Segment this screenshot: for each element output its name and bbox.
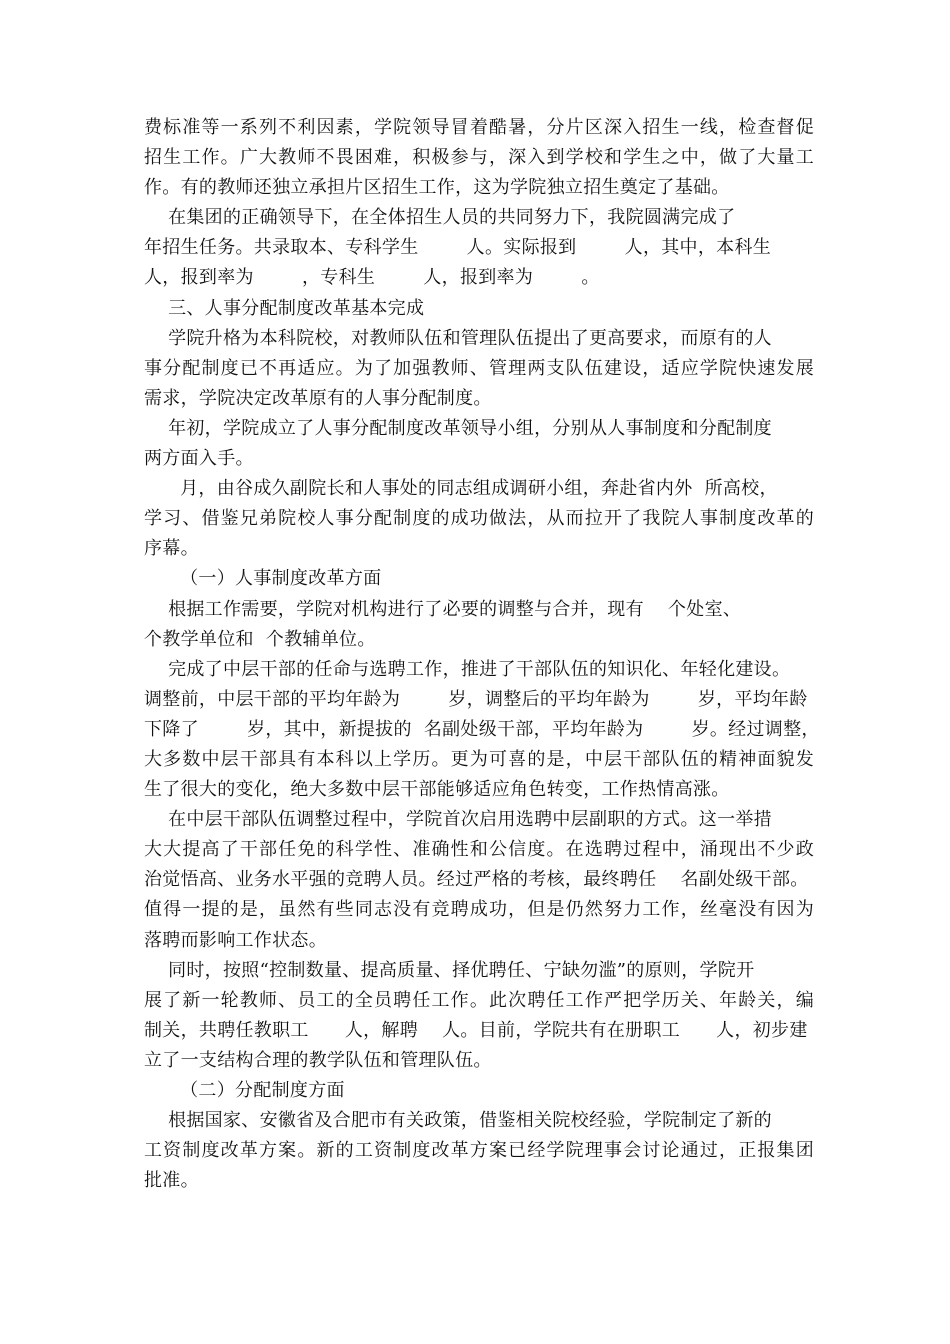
text-line: 立了一支结构合理的教学队伍和管理队伍。: [144, 1049, 492, 1071]
text-line: 两方面入手。: [144, 448, 254, 470]
text-line: 作。有的教师还独立承担片区招生工作，这为学院独立招生奠定了基础。: [144, 177, 730, 199]
text-line: 年招生任务。共录取本、专科学生 人。实际报到 人，其中，本科生: [144, 237, 772, 259]
text-line: 事分配制度已不再适应。为了加强教师、管理两支队伍建设，适应学院快速发展: [144, 357, 814, 379]
text-line: 大多数中层干部具有本科以上学历。更为可喜的是，中层干部队伍的精神面貌发: [144, 748, 814, 770]
text-line: 招生工作。广大教师不畏困难，积极参与，深入到学校和学生之中，做了大量工: [144, 147, 814, 169]
text-line: 展了新一轮教师、员工的全员聘任工作。此次聘任工作严把学历关、年龄关，编: [144, 989, 814, 1011]
text-line: 学院升格为本科院校，对教师队伍和管理队伍提出了更高要求，而原有的人: [144, 327, 772, 349]
text-line: 在中层干部队伍调整过程中，学院首次启用选聘中层副职的方式。这一举措: [144, 809, 772, 831]
text-line: 年初，学院成立了人事分配制度改革领导小组，分别从人事制度和分配制度: [144, 417, 772, 439]
text-line: 批准。: [144, 1170, 199, 1192]
text-line: 完成了中层干部的任命与选聘工作，推进了干部队伍的知识化、年轻化建设。: [144, 658, 791, 680]
text-line: 在集团的正确领导下，在全体招生人员的共同努力下，我院圆满完成了: [144, 207, 736, 229]
text-line: 大大提高了干部任免的科学性、准确性和公信度。在选聘过程中，涌现出不少政: [144, 839, 814, 861]
document-body: [144, 113, 820, 1196]
text-line: 工资制度改革方案。新的工资制度改革方案已经学院理事会讨论通过，正报集团: [144, 1140, 814, 1162]
text-line: 序幕。: [144, 538, 199, 560]
text-line: 根据工作需要，学院对机构进行了必要的调整与合并，现有 个处室、: [144, 598, 742, 620]
section-heading: 三、人事分配制度改革基本完成: [144, 297, 425, 319]
subsection-heading: （二）分配制度方面: [144, 1080, 345, 1101]
text-line: 根据国家、安徽省及合肥市有关政策，借鉴相关院校经验，学院制定了新的: [144, 1110, 772, 1132]
text-line: 费标准等一系列不利因素，学院领导冒着酷暑，分片区深入招生一线，检查督促: [144, 117, 814, 138]
text-line: 个教学单位和 个教辅单位。: [144, 628, 376, 650]
text-line: 值得一提的是，虽然有些同志没有竞聘成功，但是仍然努力工作，丝毫没有因为: [144, 899, 814, 921]
text-line: 治觉悟高、业务水平强的竞聘人员。经过严格的考核，最终聘任 名副处级干部。: [144, 869, 809, 891]
text-line: 同时，按照“控制数量、提高质量、择优聘任、宁缺勿滥”的原则，学院开: [144, 959, 755, 981]
text-line: 需求，学院决定改革原有的人事分配制度。: [144, 387, 492, 409]
subsection-heading: （一）人事制度改革方面: [144, 568, 382, 590]
text-line: 月，由谷成久副院长和人事处的同志组成调研小组，奔赴省内外 所高校，: [144, 478, 778, 500]
text-line: 下降了 岁，其中，新提拔的 名副处级干部，平均年龄为 岁。经过调整，: [144, 718, 820, 740]
text-line: 学习、借鉴兄弟院校人事分配制度的成功做法，从而拉开了我院人事制度改革的: [144, 508, 814, 530]
text-line: 人，报到率为 ，专科生 人，报到率为 。: [144, 267, 600, 289]
text-line: 调整前，中层干部的平均年龄为 岁，调整后的平均年龄为 岁，平均年龄: [144, 688, 808, 710]
text-line: 落聘而影响工作状态。: [144, 929, 327, 951]
text-line: 制关，共聘任教职工 人，解聘 人。目前，学院共有在册职工 人，初步建: [144, 1019, 808, 1041]
text-line: 生了很大的变化，绝大多数中层干部能够适应角色转变，工作热情高涨。: [144, 779, 730, 801]
